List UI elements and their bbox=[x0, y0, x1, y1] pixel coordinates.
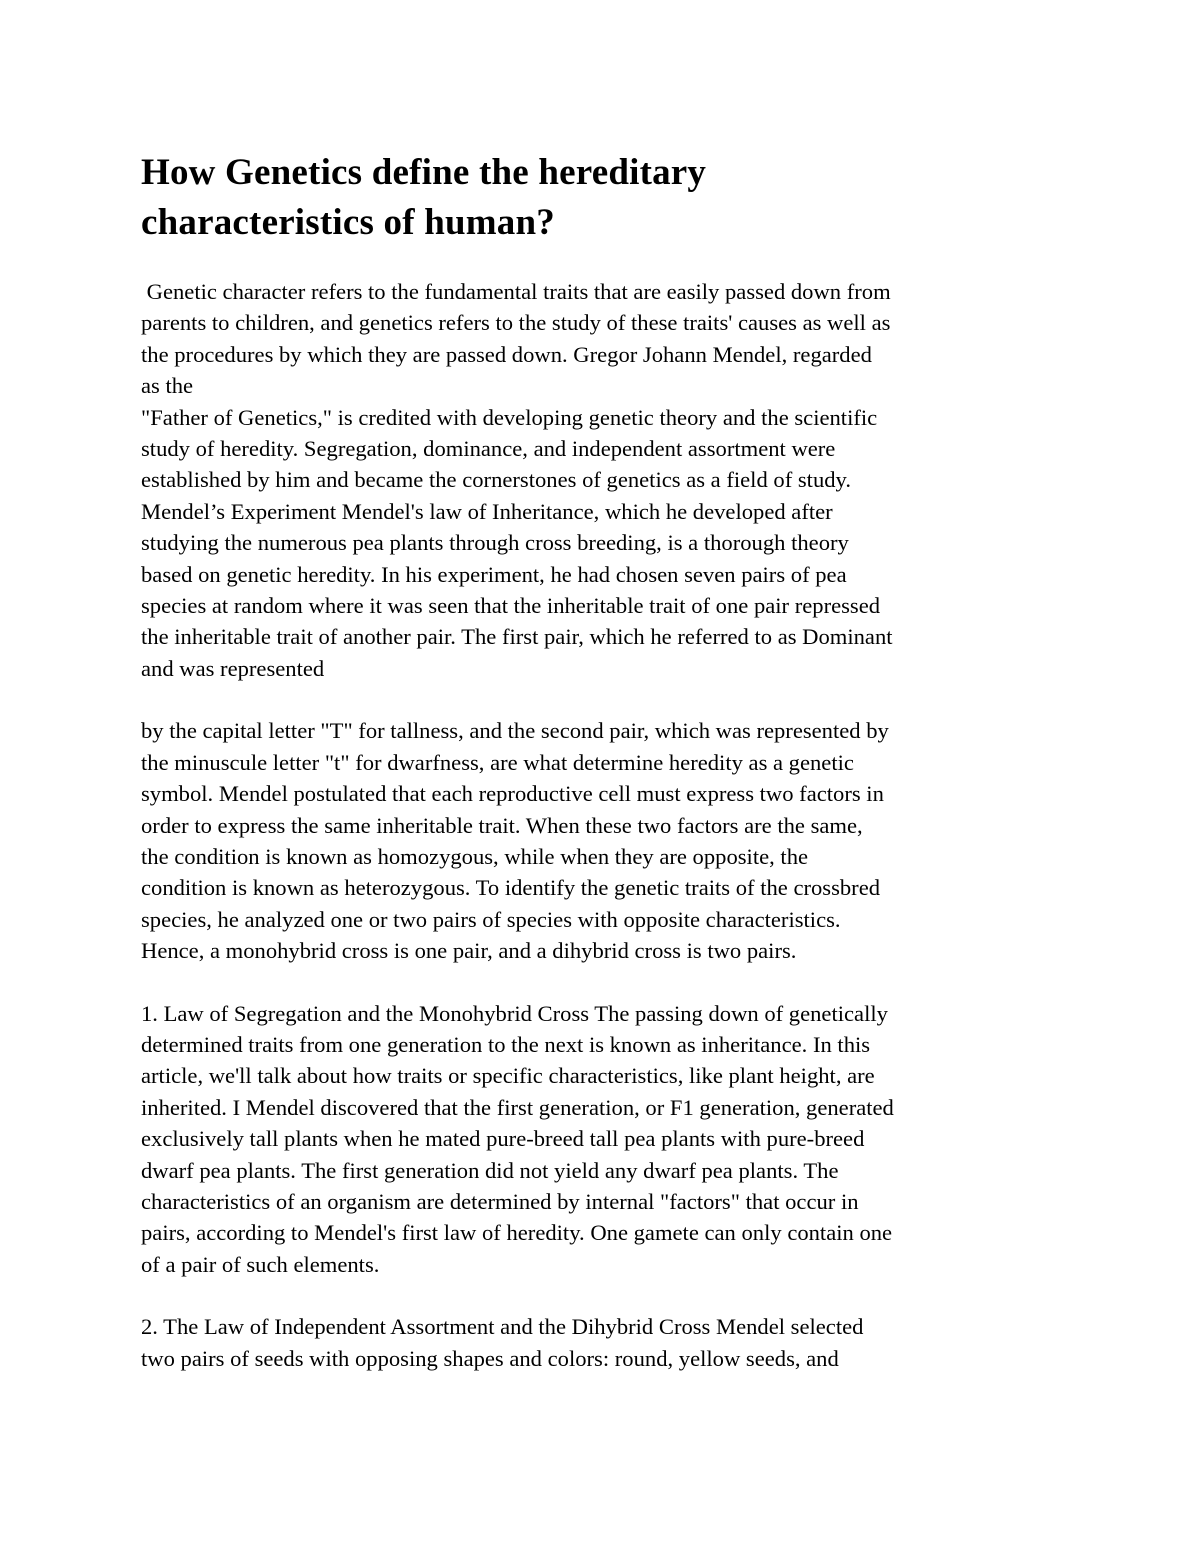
text-line: characteristics of an organism are determined by internal "factors" that occur in bbox=[141, 1188, 859, 1214]
text-line: as the bbox=[141, 373, 194, 399]
paragraph-intro bbox=[141, 276, 1071, 684]
text-line: and was represented bbox=[141, 655, 325, 681]
text-line: 2. The Law of Independent Assortment and the Dihybrid Cross Mendel selected bbox=[141, 1314, 864, 1340]
text-line: species, he analyzed one or two pairs of species with opposite characteristics. bbox=[141, 906, 841, 932]
document-page bbox=[141, 148, 1071, 1374]
text-line: Mendel’s Experiment Mendel's law of Inheritance, which he developed after bbox=[141, 498, 833, 524]
text-line: parents to children, and genetics refers to the study of these traits' causes as well as bbox=[141, 310, 891, 336]
text-line: the minuscule letter "t" for dwarfness, are what determine heredity as a genetic bbox=[141, 749, 854, 775]
text-line: the procedures by which they are passed down. Gregor Johann Mendel, regarded bbox=[141, 341, 872, 367]
text-line: pairs, according to Mendel's first law of heredity. One gamete can only contain one bbox=[141, 1220, 893, 1246]
text-line: Genetic character refers to the fundamental traits that are easily passed down from bbox=[141, 279, 891, 304]
text-line: study of heredity. Segregation, dominance, and independent assortment were bbox=[141, 436, 836, 462]
title-line: How Genetics define the hereditary bbox=[141, 152, 707, 193]
text-line: exclusively tall plants when he mated pure-breed tall pea plants with pure-breed bbox=[141, 1126, 865, 1152]
text-line: determined traits from one generation to the next is known as inheritance. In this bbox=[141, 1031, 871, 1057]
text-line: inherited. I Mendel discovered that the first generation, or F1 generation, generated bbox=[141, 1094, 894, 1120]
text-line: studying the numerous pea plants through cross breeding, is a thorough theory bbox=[141, 530, 849, 556]
paragraph-dominance bbox=[141, 715, 1071, 966]
text-line: established by him and became the cornerstones of genetics as a field of study. bbox=[141, 467, 852, 493]
text-line: the condition is known as homozygous, while when they are opposite, the bbox=[141, 843, 809, 869]
text-line: 1. Law of Segregation and the Monohybrid Cross The passing down of genetically bbox=[141, 1000, 888, 1026]
text-line: symbol. Mendel postulated that each reproductive cell must express two factors in bbox=[141, 781, 884, 807]
text-line: two pairs of seeds with opposing shapes and colors: round, yellow seeds, and bbox=[141, 1345, 839, 1371]
document-title bbox=[141, 148, 1071, 248]
text-line: the inheritable trait of another pair. The first pair, which he referred to as Dominant bbox=[141, 624, 893, 650]
text-line: species at random where it was seen that the inheritable trait of one pair repressed bbox=[141, 593, 881, 619]
paragraph-law-of-segregation bbox=[141, 998, 1071, 1281]
text-line: based on genetic heredity. In his experiment, he had chosen seven pairs of pea bbox=[141, 561, 847, 587]
text-line: dwarf pea plants. The first generation did not yield any dwarf pea plants. The bbox=[141, 1157, 839, 1183]
text-line: article, we'll talk about how traits or specific characteristics, like plant height, are bbox=[141, 1063, 875, 1089]
title-line: characteristics of human? bbox=[141, 202, 555, 243]
text-line: of a pair of such elements. bbox=[141, 1251, 380, 1277]
text-line: "Father of Genetics," is credited with developing genetic theory and the scientific bbox=[141, 404, 878, 430]
text-line: by the capital letter "T" for tallness, and the second pair, which was represented by bbox=[141, 718, 889, 744]
paragraph-independent-assortment bbox=[141, 1311, 1071, 1374]
text-line: condition is known as heterozygous. To identify the genetic traits of the crossbred bbox=[141, 875, 881, 901]
text-line: order to express the same inheritable trait. When these two factors are the same, bbox=[141, 812, 863, 838]
text-line: Hence, a monohybrid cross is one pair, and a dihybrid cross is two pairs. bbox=[141, 938, 797, 964]
